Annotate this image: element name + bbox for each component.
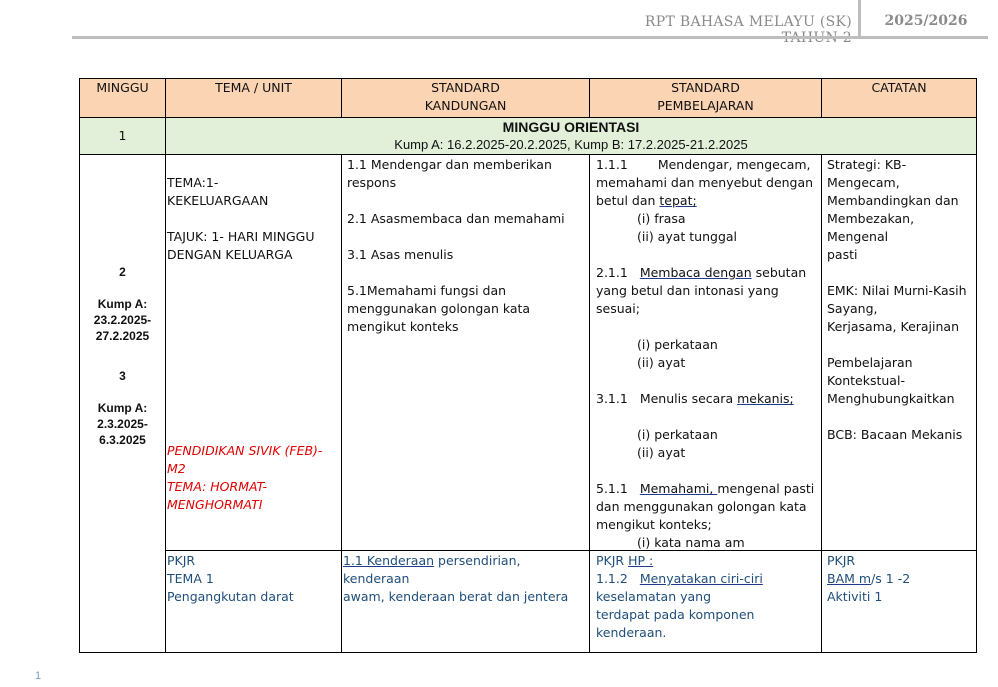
sk-item: 3.1 Asas menulis (347, 247, 454, 262)
header-tema-unit: TEMA / UNIT (166, 79, 342, 118)
sivik-line-2: TEMA: HORMAT- (167, 479, 267, 494)
catatan-cell (822, 155, 977, 551)
orientation-week: 1 (80, 118, 166, 155)
sk-item: 2.1 Asasmembaca dan memahami (347, 211, 565, 226)
sp-text: mengikut konteks; (596, 517, 712, 532)
sk-item: menggunakan golongan kata (347, 301, 531, 316)
document-header-year: 2025/2026 (884, 13, 968, 29)
tajuk-line-2: DENGAN KELUARGA (167, 247, 293, 262)
pkjr-sk-text: awam, kenderaan berat dan jentera (343, 589, 569, 604)
sk-item: 1.1 Mendengar dan memberikan (347, 157, 552, 172)
sp-text: Mendengar, mengecam, (657, 157, 811, 172)
pkjr-row (80, 551, 977, 653)
pkjr-tema-line: PKJR (167, 553, 196, 568)
week-2-label: Kump A: (97, 297, 148, 311)
sp-subitem: (i) perkataan (637, 337, 718, 352)
catatan-line: Strategi: KB- Mengecam, (827, 157, 907, 190)
pkjr-sp-underlined: Menyatakan ciri-ciri (639, 571, 763, 586)
sp-text: mengenal pasti (717, 481, 815, 496)
sp-subitem: (i) frasa (637, 211, 686, 226)
sk-item: mengikut konteks (347, 319, 459, 334)
catatan-line: Membandingkan dan (827, 193, 959, 208)
pkjr-sk-text: persendirian, kenderaan (343, 553, 521, 586)
header-catatan: CATATAN (822, 79, 977, 118)
table-header-row (80, 79, 977, 118)
sp-text: sebutan (751, 265, 807, 280)
header-sp-line2: PEMBELAJARAN (657, 98, 754, 113)
week-2-range-end: 27.2.2025 (95, 329, 150, 343)
orientation-cell (166, 118, 977, 155)
week-3-range-end: 6.3.2025 (99, 433, 146, 447)
header-sk-line2: KANDUNGAN (424, 98, 507, 113)
sivik-line-3: MENGHORMATI (167, 497, 263, 512)
catatan-line: Menghubungkaitkan (827, 391, 955, 406)
pkjr-tema-line: TEMA 1 (167, 571, 214, 586)
orientation-row (80, 118, 977, 155)
sp-text-underlined: Membaca dengan (639, 265, 752, 280)
rpt-table (79, 78, 977, 653)
pkjr-sp-text: terdapat pada komponen kenderaan. (596, 607, 755, 640)
pkjr-sk-underlined: 1.1 Kenderaan (343, 553, 435, 568)
pkjr-catatan-underlined: BAM m (827, 571, 872, 586)
sp-number: 1.1.1 (596, 157, 628, 172)
pkjr-sp-cell (590, 551, 822, 653)
sp-subitem: (ii) ayat (637, 445, 686, 460)
sp-number: 2.1.1 (596, 265, 628, 280)
catatan-line: Membezakan, Mengenal (827, 211, 915, 244)
pkjr-sp-text: PKJR (596, 553, 629, 568)
week-2-range-start: 23.2.2025- (93, 313, 152, 327)
sp-subitem: (i) kata nama am (637, 535, 745, 550)
catatan-line: Kerjasama, Kerajinan (827, 319, 960, 334)
catatan-line: BCB: Bacaan Mekanis (827, 427, 963, 442)
sp-text-underlined: tepat; (659, 193, 697, 208)
header-rule (72, 36, 988, 39)
standard-kandungan-cell (342, 155, 590, 551)
header-sk-line1: STANDARD (431, 80, 500, 95)
sp-text: Menulis secara (639, 391, 738, 406)
sivik-line-1: PENDIDIKAN SIVIK (FEB)-M2 (167, 443, 323, 476)
standard-pembelajaran-cell (590, 155, 822, 551)
pkjr-catatan-text: /s 1 -2 (871, 571, 911, 586)
pkjr-catatan-line: PKJR (827, 553, 856, 568)
sp-subitem: (ii) ayat (637, 355, 686, 370)
sp-text: yang betul dan intonasi yang sesuai; (596, 283, 779, 316)
sp-number: 3.1.1 (596, 391, 628, 406)
week-2-number: 2 (119, 265, 126, 279)
catatan-line: Kontekstual- (827, 373, 905, 388)
header-standard-pembelajaran (590, 79, 822, 118)
sp-subitem: (ii) ayat tunggal (637, 229, 738, 244)
pkjr-catatan-line: Aktiviti 1 (827, 589, 883, 604)
document-header-title: RPT BAHASA MELAYU (SK) (644, 14, 852, 30)
sk-item: respons (347, 175, 397, 190)
pkjr-sp-underlined: HP : (628, 553, 654, 568)
sp-subitem: (i) perkataan (637, 427, 718, 442)
header-minggu: MINGGU (80, 79, 166, 118)
tema-line-1: TEMA:1- (167, 175, 219, 190)
header-divider-vertical (858, 0, 861, 38)
sp-text-underlined: mekanis; (737, 391, 794, 406)
tema-cell (166, 155, 342, 551)
catatan-line: EMK: Nilai Murni-Kasih (827, 283, 967, 298)
pkjr-sp-text: keselamatan yang (596, 589, 712, 604)
sp-text: memahami dan menyebut dengan (596, 175, 814, 190)
pkjr-tema-line: Pengangkutan darat (167, 589, 294, 604)
header-standard-kandungan (342, 79, 590, 118)
catatan-line: Sayang, (827, 301, 878, 316)
week-3-label: Kump A: (97, 401, 148, 415)
pkjr-tema-cell (166, 551, 342, 653)
orientation-dates: Kump A: 16.2.2025-20.2.2025, Kump B: 17.2.2025-21.2.2025 (394, 137, 748, 152)
pkjr-sp-number: 1.1.2 (596, 571, 628, 586)
sp-text: dan menggunakan golongan kata (596, 499, 807, 514)
sk-item: 5.1Memahami fungsi dan (347, 283, 507, 298)
page-number: 1 (35, 670, 42, 682)
pkjr-catatan-cell (822, 551, 977, 653)
header-sp-line1: STANDARD (671, 80, 740, 95)
tema-line-2: KEKELUARGAAN (167, 193, 269, 208)
sp-text: betul dan (596, 193, 660, 208)
pkjr-sk-cell (342, 551, 590, 653)
sp-number: 5.1.1 (596, 481, 628, 496)
sp-text-underlined: Memahami, (639, 481, 718, 496)
catatan-line: Pembelajaran (827, 355, 913, 370)
week-3-range-start: 2.3.2025- (97, 417, 148, 431)
orientation-title: MINGGU ORIENTASI (502, 119, 640, 135)
tajuk-line-1: TAJUK: 1- HARI MINGGU (167, 229, 315, 244)
week-2-3-row (80, 155, 977, 551)
catatan-line: pasti (827, 247, 858, 262)
week-cell (80, 155, 166, 653)
week-3-number: 3 (119, 369, 126, 383)
